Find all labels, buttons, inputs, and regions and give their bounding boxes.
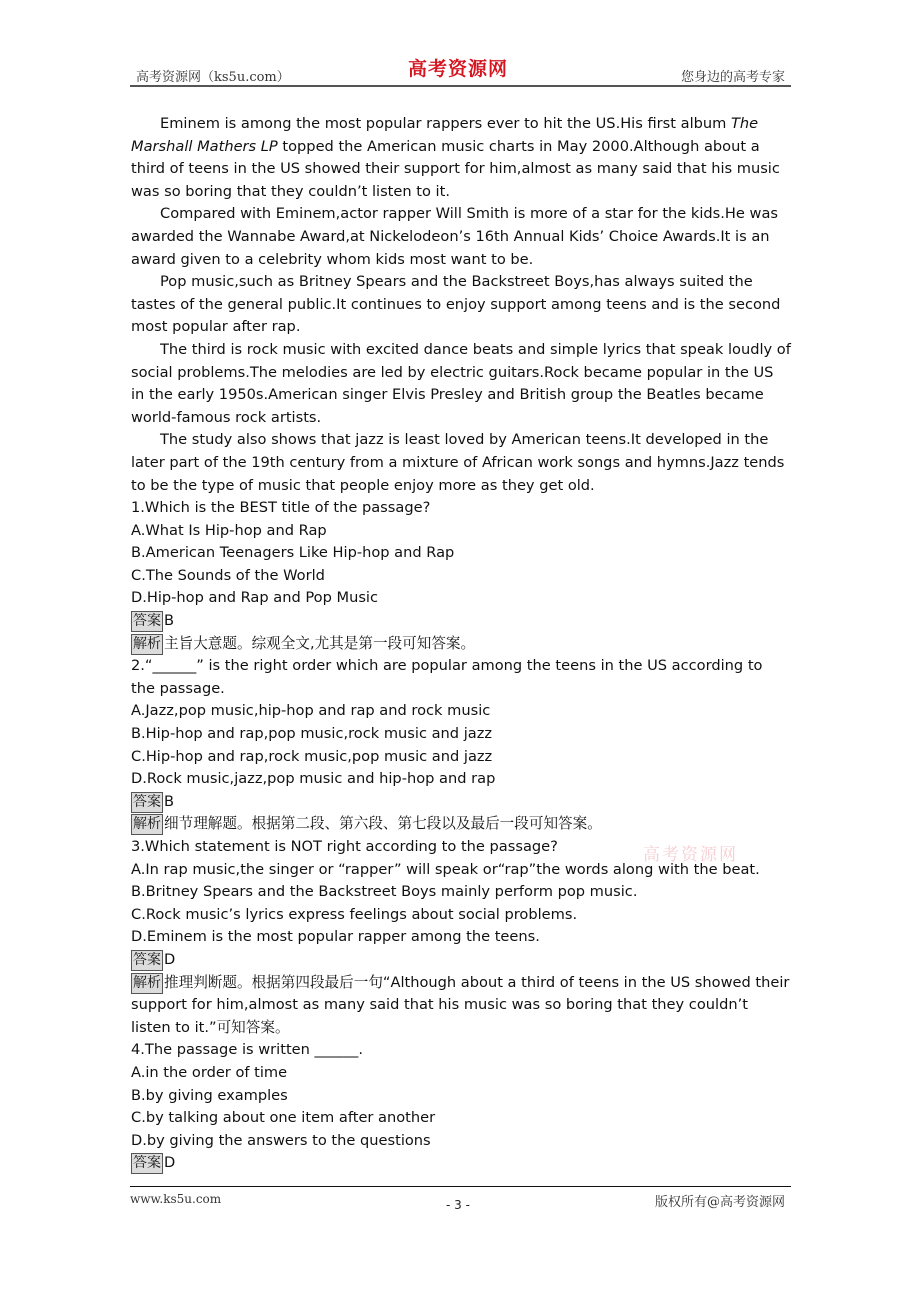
option-b: B.Hip-hop and rap,pop music,rock music and jazz [131, 725, 493, 743]
option-a: A.in the order of time [131, 1063, 288, 1081]
option-d: D.Hip-hop and Rap and Pop Music [131, 589, 379, 607]
document-body [131, 113, 791, 1175]
analysis-line [131, 813, 791, 836]
option-d: D.Eminem is the most popular rapper among the teens. [131, 928, 540, 946]
page-footer [130, 1186, 791, 1216]
question-stem: 3.Which statement is NOT right according to the passage? [131, 838, 558, 855]
analysis-tag: 解析 [131, 634, 163, 655]
analysis-text: 细节理解题。根据第二段、第六段、第七段以及最后一段可知答案。 [164, 815, 602, 833]
option-b: B.Britney Spears and the Backstreet Boys mainly perform pop music. [131, 883, 638, 901]
album-title: The Marshall Mathers LP [131, 115, 759, 155]
header-divider [130, 85, 791, 87]
question-4 [131, 1039, 791, 1175]
option-c: C.by talking about one item after another [131, 1109, 436, 1127]
option-d: D.Rock music,jazz,pop music and hip-hop and rap [131, 770, 496, 788]
passage-paragraph-1: Eminem is among the most popular rappers ever to hit the US.His first album The Marshall Mathers LP topped the American music charts in May 2000.Although about a third of teens in the US showed their support for him,almost as many said that his music was so boring that they couldn’t listen to it. [131, 115, 780, 200]
answer-tag: 答案 [131, 1153, 163, 1174]
option-a: A.Jazz,pop music,hip-hop and rap and rock music [131, 702, 491, 720]
question-3 [131, 836, 791, 1039]
footer-website-link[interactable]: www.ks5u.com [130, 1192, 222, 1206]
answer-line [131, 949, 791, 972]
footer-copyright: 版权所有@高考资源网 [654, 1195, 785, 1210]
question-stem: 2.“______” is the right order which are popular among the teens in the US according to the passage. [131, 657, 763, 697]
analysis-tag: 解析 [131, 973, 163, 994]
answer-tag: 答案 [131, 611, 163, 632]
option-c: C.The Sounds of the World [131, 566, 325, 584]
header-site-name: 高考资源网（ks5u.com） [136, 70, 290, 85]
question-stem: 1.Which is the BEST title of the passage? [131, 499, 431, 517]
question-stem: 4.The passage is written ______. [131, 1041, 363, 1059]
answer-value: B [164, 792, 175, 810]
option-b: B.by giving examples [131, 1086, 288, 1104]
analysis-text: 推理判断题。根据第四段最后一句“Although about a third of teens in the US showed their support for him,almost as many said that his music was so boring that they couldn’t listen to it.”可知答案。 [131, 973, 790, 1036]
answer-tag: 答案 [131, 792, 163, 813]
question-2 [131, 655, 791, 836]
page-header [130, 52, 791, 86]
option-a: A.What Is Hip-hop and Rap [131, 521, 327, 539]
footer-divider [130, 1186, 791, 1187]
option-b: B.American Teenagers Like Hip-hop and Rap [131, 544, 455, 562]
passage-paragraph-2: Compared with Eminem,actor rapper Will Smith is more of a star for the kids.He was awarded the Wannabe Award,at Nickelodeon’s 16th Annual Kids’ Choice Awards.It is an award given to a celebrity whom kids most want to be. [131, 205, 778, 268]
analysis-tag: 解析 [131, 814, 163, 835]
answer-tag: 答案 [131, 950, 163, 971]
answer-line [131, 791, 791, 814]
passage-paragraph-3: Pop music,such as Britney Spears and the Backstreet Boys,has always suited the tastes of the general public.It continues to enjoy support among teens and is the second most popular after rap. [131, 273, 781, 336]
answer-value: D [164, 950, 176, 968]
passage-paragraph-4: The third is rock music with excited dance beats and simple lyrics that speak loudly of social problems.The melodies are led by electric guitars.Rock became popular in the US in the early 1950s.American singer Elvis Presley and British group the Beatles became world-famous rock artists. [131, 340, 791, 426]
header-slogan: 您身边的高考专家 [680, 70, 785, 85]
analysis-text: 主旨大意题。综观全文,尤其是第一段可知答案。 [164, 634, 476, 652]
watermark: 高考资源网 [643, 845, 738, 865]
question-1 [131, 497, 791, 655]
passage-paragraph-5: The study also shows that jazz is least loved by American teens.It developed in the later part of the 19th century from a mixture of African work songs and hymns.Jazz tends to be the type of music that people enjoy more as they get old. [131, 431, 785, 494]
answer-line [131, 610, 791, 633]
page-number: - 3 - [446, 1198, 470, 1212]
analysis-line [131, 633, 791, 656]
analysis-line [131, 972, 791, 1040]
option-d: D.by giving the answers to the questions [131, 1131, 431, 1149]
answer-value: D [164, 1154, 176, 1172]
option-c: C.Rock music’s lyrics express feelings about social problems. [131, 905, 578, 923]
header-logo: 高考资源网 [408, 58, 509, 80]
answer-line [131, 1152, 791, 1175]
answer-value: B [164, 612, 175, 630]
option-a: A.In rap music,the singer or “rapper” will speak or“rap”the words along with the beat. [131, 860, 760, 878]
option-c: C.Hip-hop and rap,rock music,pop music and jazz [131, 747, 493, 765]
